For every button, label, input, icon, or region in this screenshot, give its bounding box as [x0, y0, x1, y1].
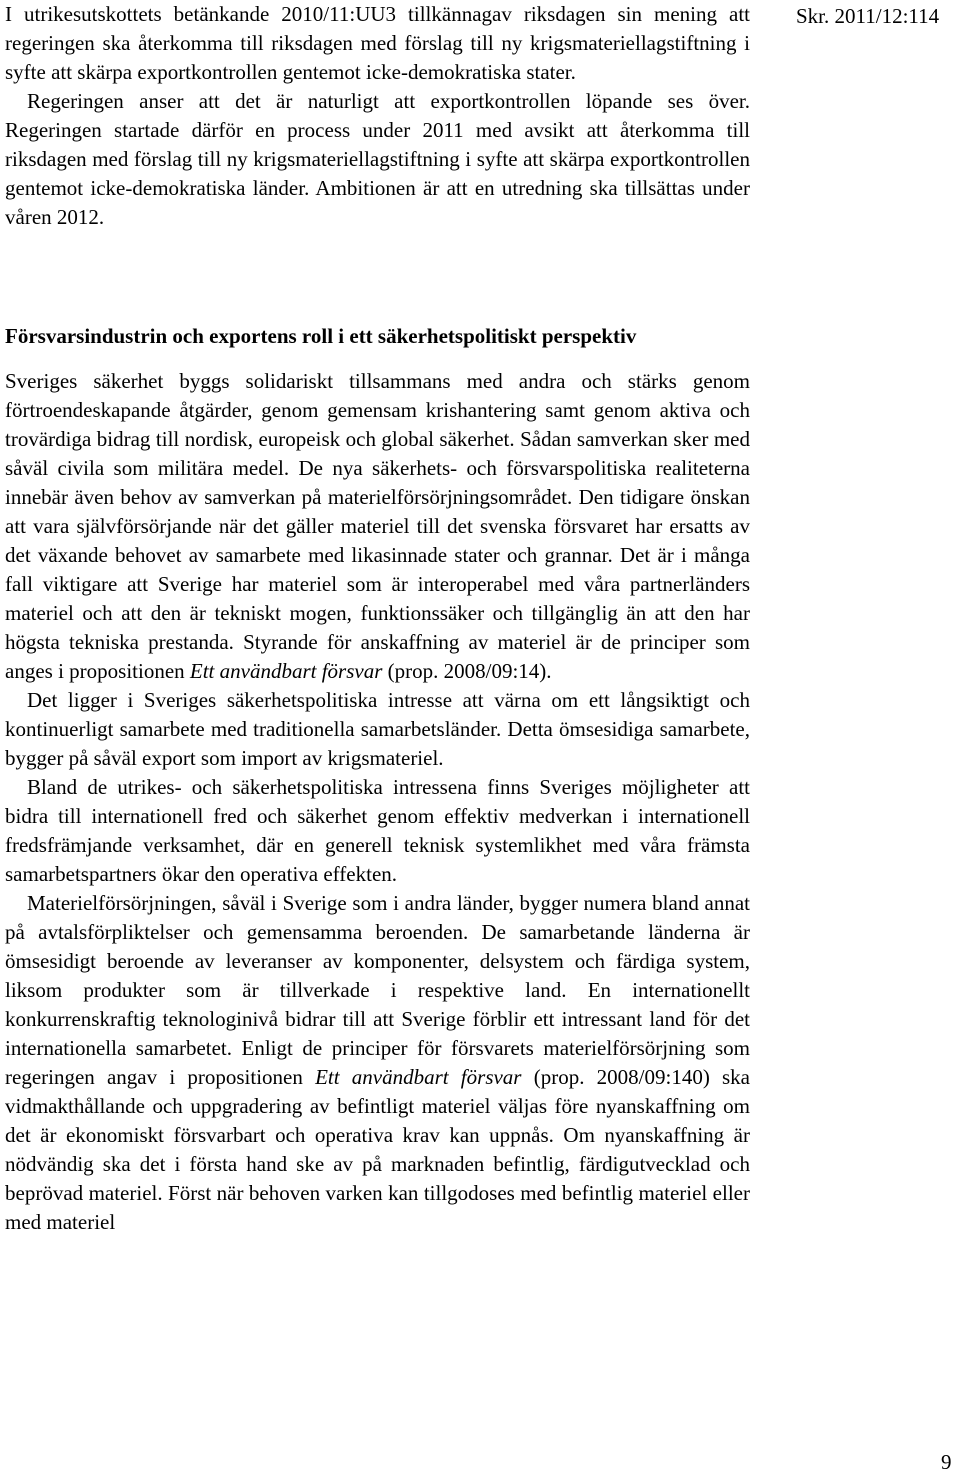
proposition-title: Ett användbart försvar: [189, 659, 383, 683]
document-reference: Skr. 2011/12:114: [796, 4, 940, 28]
text-run: Sveriges säkerhet byggs solidariskt tillsammans med andra och stärks genom förtroendeskapande åtgärder, genom gemensam krishantering samt genom aktiva och trovärdiga bidrag till nordisk, europeisk och global säkerhet. Sådan samverkan sker med såväl civila som militära medel. De nya säkerhets- och försvarspolitiska realiteterna innebär även behov av samverkan på materielförsörjningsområdet. Den tidigare önskan att vara självförsörjande när det gäller materiel till det svenska försvaret har ersatts av det växande behovet av samarbete med likasinnade stater och grannar. Det är i många fall viktigare att Sverige har materiel som är interoperabel med våra partnerländers materiel och att den är tekniskt mogen, funktionssäker och tillgänglig än att den har högsta tekniska prestanda. Styrande för anskaffning av materiel är de principer som anges i propositionen: [5, 369, 750, 683]
paragraph: Regeringen anser att det är naturligt att exportkontrollen löpande ses över. Regeringen startade därför en process under 2011 med avsikt att återkomma till riksdagen med förslag till ny krigsmateriellagstiftning i syfte att skärpa exportkontrollen gentemot icke-demokratiska länder. Ambitionen är att en utredning ska tillsättas under våren 2012.: [5, 89, 750, 229]
paragraph: Bland de utrikes- och säkerhetspolitiska intressena finns Sveriges möjligheter att bidra till internationell fred och säkerhet genom effektiv medverkan i internationell fredsfrämjande verksamhet, där en generell teknisk systemlikhet med våra främsta samarbetspartners ökar den operativa effekten.: [5, 775, 750, 886]
text-run: (prop. 2008/09:14).: [382, 659, 552, 683]
paragraph: [5, 367, 750, 686]
section-heading: Försvarsindustrin och exportens roll i ett säkerhetspolitiskt perspektiv: [5, 324, 637, 348]
page-number: 9: [941, 1450, 952, 1474]
text-run: (prop. 2008/09:140) ska vidmakthållande och uppgradering av befintligt materiel väljas före nyanskaffning om det är ekonomiskt försvarbart och operativa krav kan uppnås. Om nyanskaffning är nödvändig ska det i första hand ske av på marknaden befintlig, färdigutvecklad och beprövad materiel. Först när behoven varken kan tillgodoses med befintlig materiel eller med materiel: [5, 1065, 751, 1234]
proposition-title: Ett användbart försvar: [315, 1065, 522, 1089]
paragraph: Det ligger i Sveriges säkerhetspolitiska intresse att värna om ett långsiktigt och kontinuerligt samarbete med traditionella samarbetsländer. Detta ömsesidiga samarbete, bygger på såväl export som import av krigsmateriel.: [5, 688, 750, 770]
text-run: Materielförsörjningen, såväl i Sverige som i andra länder, bygger numera bland annat på avtalsförpliktelser och gemensamma beroenden. De samarbetande länderna är ömsesidigt beroende av leveranser av komponenter, delsystem och färdiga system, liksom produkter som är tillverkade i respektive land. En internationellt konkurrenskraftig teknologinivå bidrar till att Sverige förblir ett intressant land för det internationella samarbetet. Enligt de principer för försvarets materielförsörjning som regeringen angav i propositionen: [5, 891, 750, 1089]
paragraph: [5, 889, 750, 1237]
intro-text: [5, 0, 750, 232]
paragraph: I utrikesutskottets betänkande 2010/11:UU3 tillkännagav riksdagen sin mening att regeringen ska återkomma till riksdagen med förslag till ny krigsmateriellagstiftning i syfte att skärpa exportkontrollen gentemot icke-demokratiska stater.: [5, 2, 750, 84]
section-body: [5, 322, 750, 1237]
